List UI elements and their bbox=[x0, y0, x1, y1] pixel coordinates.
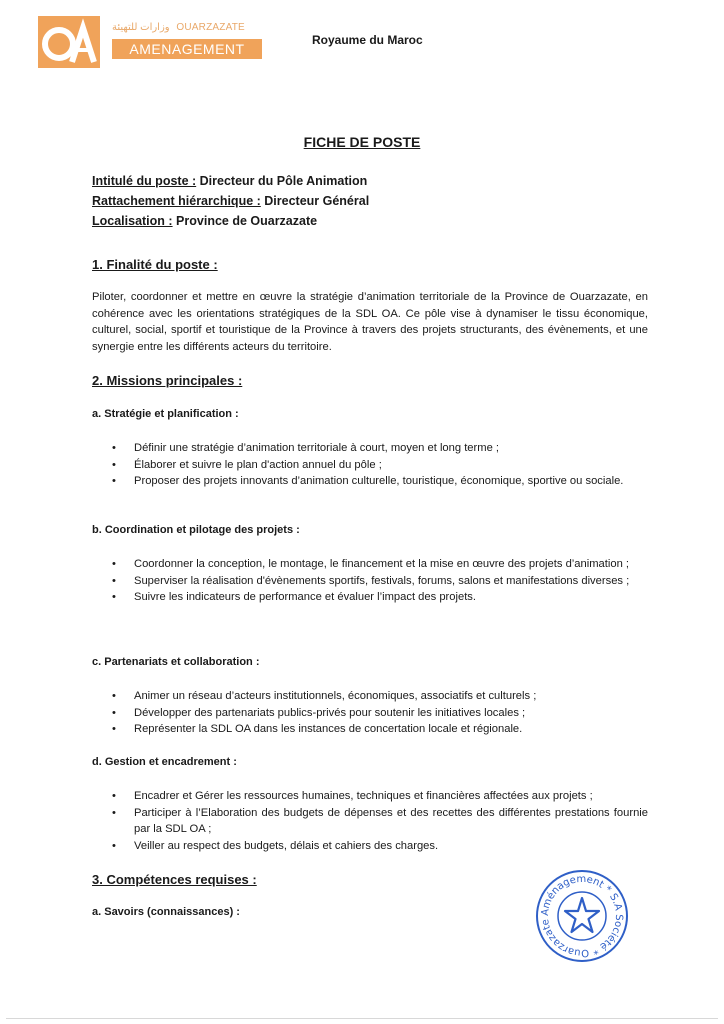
list-item: • Veiller au respect des budgets, délais et cahiers des charges. bbox=[92, 838, 648, 855]
subsection-title-management: d. Gestion et encadrement : bbox=[92, 756, 237, 768]
svg-text:Aménagement * S.A Société * Ou: Aménagement * S.A Société * Ouarzazate bbox=[539, 873, 625, 959]
bullet-icon: • bbox=[112, 806, 116, 819]
list-item: • Encadrer et Gérer les ressources humaines, techniques et financières affectées aux projets ; bbox=[92, 788, 648, 805]
meta-key: Intitulé du poste : bbox=[92, 174, 197, 188]
bullet-icon: • bbox=[112, 690, 116, 702]
logo-top-text bbox=[112, 22, 245, 33]
bullet-icon: • bbox=[112, 723, 116, 735]
bullet-icon: • bbox=[112, 574, 116, 587]
country-header: Royaume du Maroc bbox=[312, 33, 423, 47]
subsection-title-partnerships: c. Partenariats et collaboration : bbox=[92, 656, 260, 668]
list-item: • Coordonner la conception, le montage, le financement et la mise en œuvre des projets d’animation ; bbox=[92, 556, 648, 573]
bullet-icon: • bbox=[112, 591, 116, 603]
list-management bbox=[92, 788, 648, 854]
bullet-icon: • bbox=[112, 458, 116, 471]
meta-key: Localisation : bbox=[92, 214, 173, 228]
list-item: • Élaborer et suivre le plan d'action annuel du pôle ; bbox=[92, 457, 648, 474]
list-item: • Suivre les indicateurs de performance et évaluer l’impact des projets. bbox=[92, 589, 648, 606]
page-bottom-divider bbox=[6, 1018, 718, 1019]
logo-city-text: OUARZAZATE bbox=[176, 22, 245, 33]
bullet-icon: • bbox=[112, 442, 116, 454]
section-heading-purpose: 1. Finalité du poste : bbox=[92, 257, 218, 272]
list-item: • Définir une stratégie d’animation territoriale à court, moyen et long terme ; bbox=[92, 440, 648, 457]
list-item: • Représenter la SDL OA dans les instances de concertation locale et régionale. bbox=[92, 721, 648, 738]
meta-location bbox=[92, 214, 317, 228]
section-purpose-text: Piloter, coordonner et mettre en œuvre la stratégie d’animation territoriale de la Province de Ouarzazate, en cohérence avec les orientations stratégiques de la SDL OA. Ce pôle vise à dynamiser le tissu économique, culturel, social, sportif et touristique de la Province à travers des projets structurants, des évènements, et une synergie entre les différents acteurs du territoire. bbox=[92, 291, 648, 353]
document-title: FICHE DE POSTE bbox=[303, 134, 421, 150]
section-heading-skills: 3. Compétences requises : bbox=[92, 872, 257, 887]
meta-value: Province de Ouarzazate bbox=[172, 214, 318, 228]
list-item: • Animer un réseau d’acteurs institutionnels, économiques, associatifs et culturels ; bbox=[92, 688, 648, 705]
subsection-title-strategy: a. Stratégie et planification : bbox=[92, 408, 239, 420]
list-partnerships bbox=[92, 688, 648, 738]
meta-hierarchy bbox=[92, 194, 369, 208]
list-item: • Participer à l’Elaboration des budgets de dépenses et des recettes des différentes prestations fournie par la SDL OA ; bbox=[112, 806, 648, 835]
list-item: • Proposer des projets innovants d’animation culturelle, touristique, économique, sportive ou sociale. bbox=[92, 473, 648, 490]
bullet-icon: • bbox=[112, 706, 116, 719]
list-coordination bbox=[92, 556, 648, 606]
subsection-title-knowledge: a. Savoirs (connaissances) : bbox=[92, 906, 240, 918]
meta-value: Directeur Général bbox=[260, 194, 370, 208]
list-item: • Superviser la réalisation d'évènements sportifs, festivals, forums, salons et manifestations diverses ; bbox=[92, 573, 648, 590]
meta-value: Directeur du Pôle Animation bbox=[196, 174, 368, 188]
meta-key: Rattachement hiérarchique : bbox=[92, 194, 261, 208]
meta-job-title bbox=[92, 174, 367, 188]
company-logo bbox=[38, 16, 262, 68]
subsection-title-coordination: b. Coordination et pilotage des projets : bbox=[92, 524, 300, 536]
logo-arabic-text: وزارات للتهيئة bbox=[112, 22, 170, 33]
bullet-icon: • bbox=[112, 475, 116, 487]
list-strategy bbox=[92, 440, 648, 490]
logo-brand-text: AMENAGEMENT bbox=[112, 39, 262, 59]
star-icon bbox=[565, 898, 599, 932]
company-stamp bbox=[534, 868, 630, 964]
bullet-icon: • bbox=[112, 558, 116, 570]
bullet-icon: • bbox=[112, 839, 116, 852]
list-item: • Développer des partenariats publics-privés pour soutenir les initiatives locales ; bbox=[92, 705, 648, 722]
section-heading-missions: 2. Missions principales : bbox=[92, 373, 243, 388]
oa-logo-mark bbox=[38, 16, 100, 68]
bullet-icon: • bbox=[112, 790, 116, 802]
